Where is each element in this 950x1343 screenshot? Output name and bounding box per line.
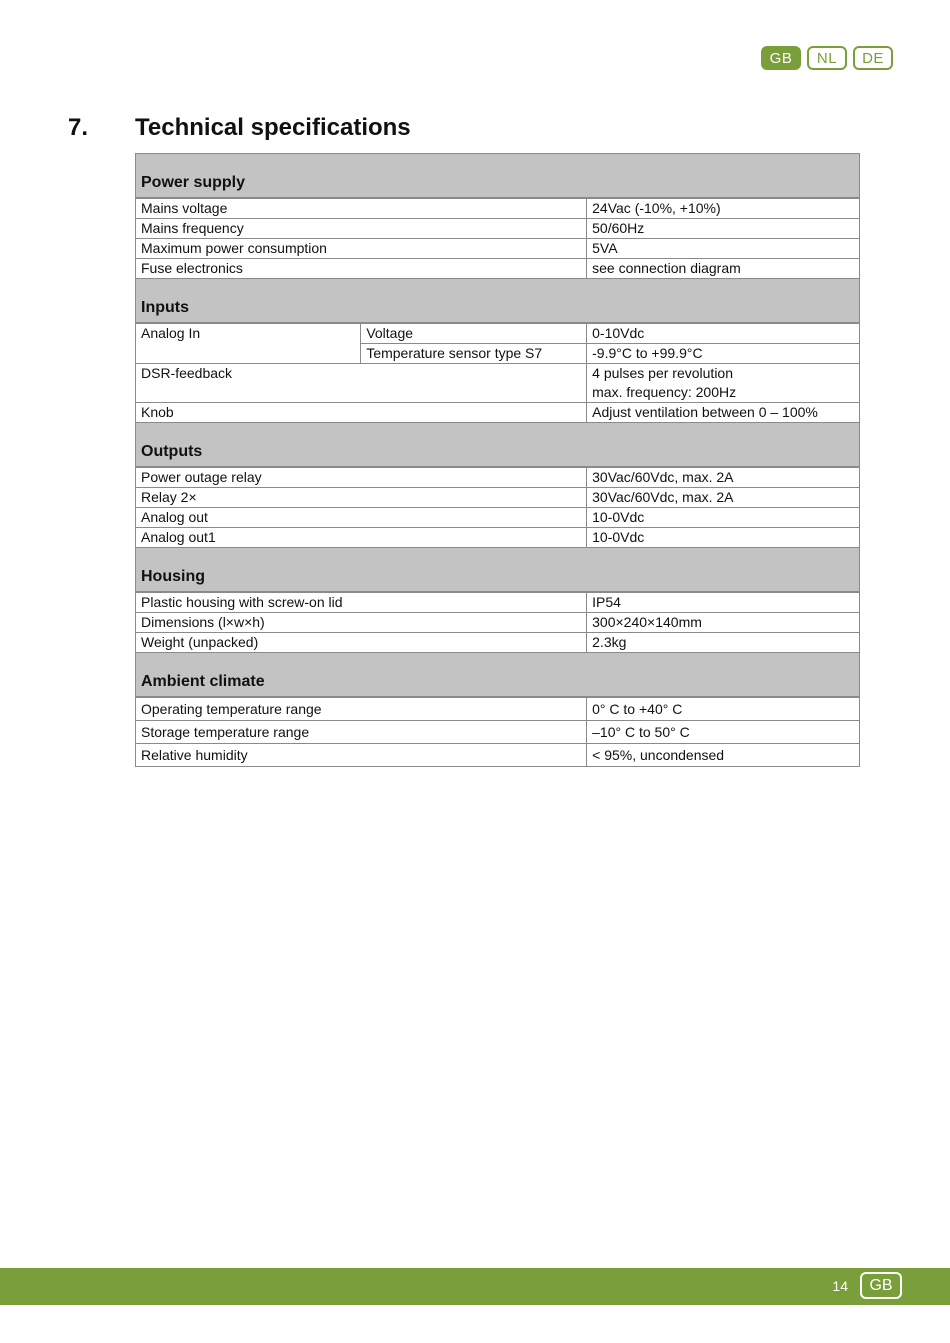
specs-table (135, 153, 860, 767)
spec-label: Fuse electronics (136, 259, 587, 279)
table-row (136, 528, 860, 548)
spec-value: -9.9°C to +99.9°C (587, 344, 860, 364)
group-header-row (136, 423, 860, 468)
group-title-climate: Ambient climate (136, 653, 860, 698)
spec-label: Knob (136, 403, 587, 423)
section-title: Technical specifications (135, 114, 411, 141)
spec-value: 5VA (587, 239, 860, 259)
spec-label: Mains frequency (136, 219, 587, 239)
spec-label: Analog out1 (136, 528, 587, 548)
group-title-inputs: Inputs (136, 279, 860, 324)
spec-label: Power outage relay (136, 467, 587, 488)
spec-value: see connection diagram (587, 259, 860, 279)
table-row (136, 198, 860, 219)
group-header-row (136, 154, 860, 199)
spec-value: IP54 (587, 592, 860, 613)
spec-value: 10-0Vdc (587, 508, 860, 528)
spec-value-line: max. frequency: 200Hz (592, 384, 737, 400)
spec-value: < 95%, uncondensed (587, 744, 860, 767)
table-row (136, 744, 860, 767)
footer-lang-badge: GB (860, 1272, 902, 1299)
spec-label: Relay 2× (136, 488, 587, 508)
spec-sublabel: Temperature sensor type S7 (361, 344, 587, 364)
spec-label: Storage temperature range (136, 721, 587, 744)
spec-value (587, 364, 860, 403)
page-number: 14 (832, 1278, 848, 1294)
group-header-row (136, 279, 860, 324)
spec-label: Plastic housing with screw-on lid (136, 592, 587, 613)
spec-label: Relative humidity (136, 744, 587, 767)
spec-label: Analog out (136, 508, 587, 528)
spec-value: 0° C to +40° C (587, 697, 860, 721)
spec-label: Mains voltage (136, 198, 587, 219)
language-tabs (761, 46, 893, 70)
spec-label: Analog In (136, 323, 361, 364)
footer-bar (0, 1268, 950, 1305)
group-header-row (136, 653, 860, 698)
spec-value: –10° C to 50° C (587, 721, 860, 744)
table-row (136, 633, 860, 653)
spec-value: 300×240×140mm (587, 613, 860, 633)
spec-value: 50/60Hz (587, 219, 860, 239)
spec-value: 30Vac/60Vdc, max. 2A (587, 488, 860, 508)
spec-label: Operating temperature range (136, 697, 587, 721)
table-row (136, 508, 860, 528)
spec-value: 0-10Vdc (587, 323, 860, 344)
table-row (136, 259, 860, 279)
section-number: 7. (68, 114, 89, 141)
spec-sublabel: Voltage (361, 323, 587, 344)
section-heading (68, 114, 411, 142)
spec-label: Dimensions (l×w×h) (136, 613, 587, 633)
lang-tab-de[interactable]: DE (853, 46, 893, 70)
table-row (136, 613, 860, 633)
spec-value-line: 4 pulses per revolution (592, 365, 734, 381)
group-title-housing: Housing (136, 548, 860, 593)
table-row (136, 697, 860, 721)
table-row (136, 592, 860, 613)
table-row (136, 467, 860, 488)
spec-label: Maximum power consumption (136, 239, 587, 259)
table-row (136, 721, 860, 744)
lang-tab-nl[interactable]: NL (807, 46, 847, 70)
table-row (136, 239, 860, 259)
table-row (136, 488, 860, 508)
group-header-row (136, 548, 860, 593)
spec-label: DSR-feedback (136, 364, 587, 403)
spec-value: Adjust ventilation between 0 – 100% (587, 403, 860, 423)
spec-value: 24Vac (-10%, +10%) (587, 198, 860, 219)
table-row (136, 219, 860, 239)
group-title-power: Power supply (136, 154, 860, 199)
spec-value: 2.3kg (587, 633, 860, 653)
table-row (136, 323, 860, 344)
table-row (136, 403, 860, 423)
table-row (136, 364, 860, 403)
spec-value: 30Vac/60Vdc, max. 2A (587, 467, 860, 488)
lang-tab-gb[interactable]: GB (761, 46, 801, 70)
group-title-outputs: Outputs (136, 423, 860, 468)
spec-label: Weight (unpacked) (136, 633, 587, 653)
spec-value: 10-0Vdc (587, 528, 860, 548)
